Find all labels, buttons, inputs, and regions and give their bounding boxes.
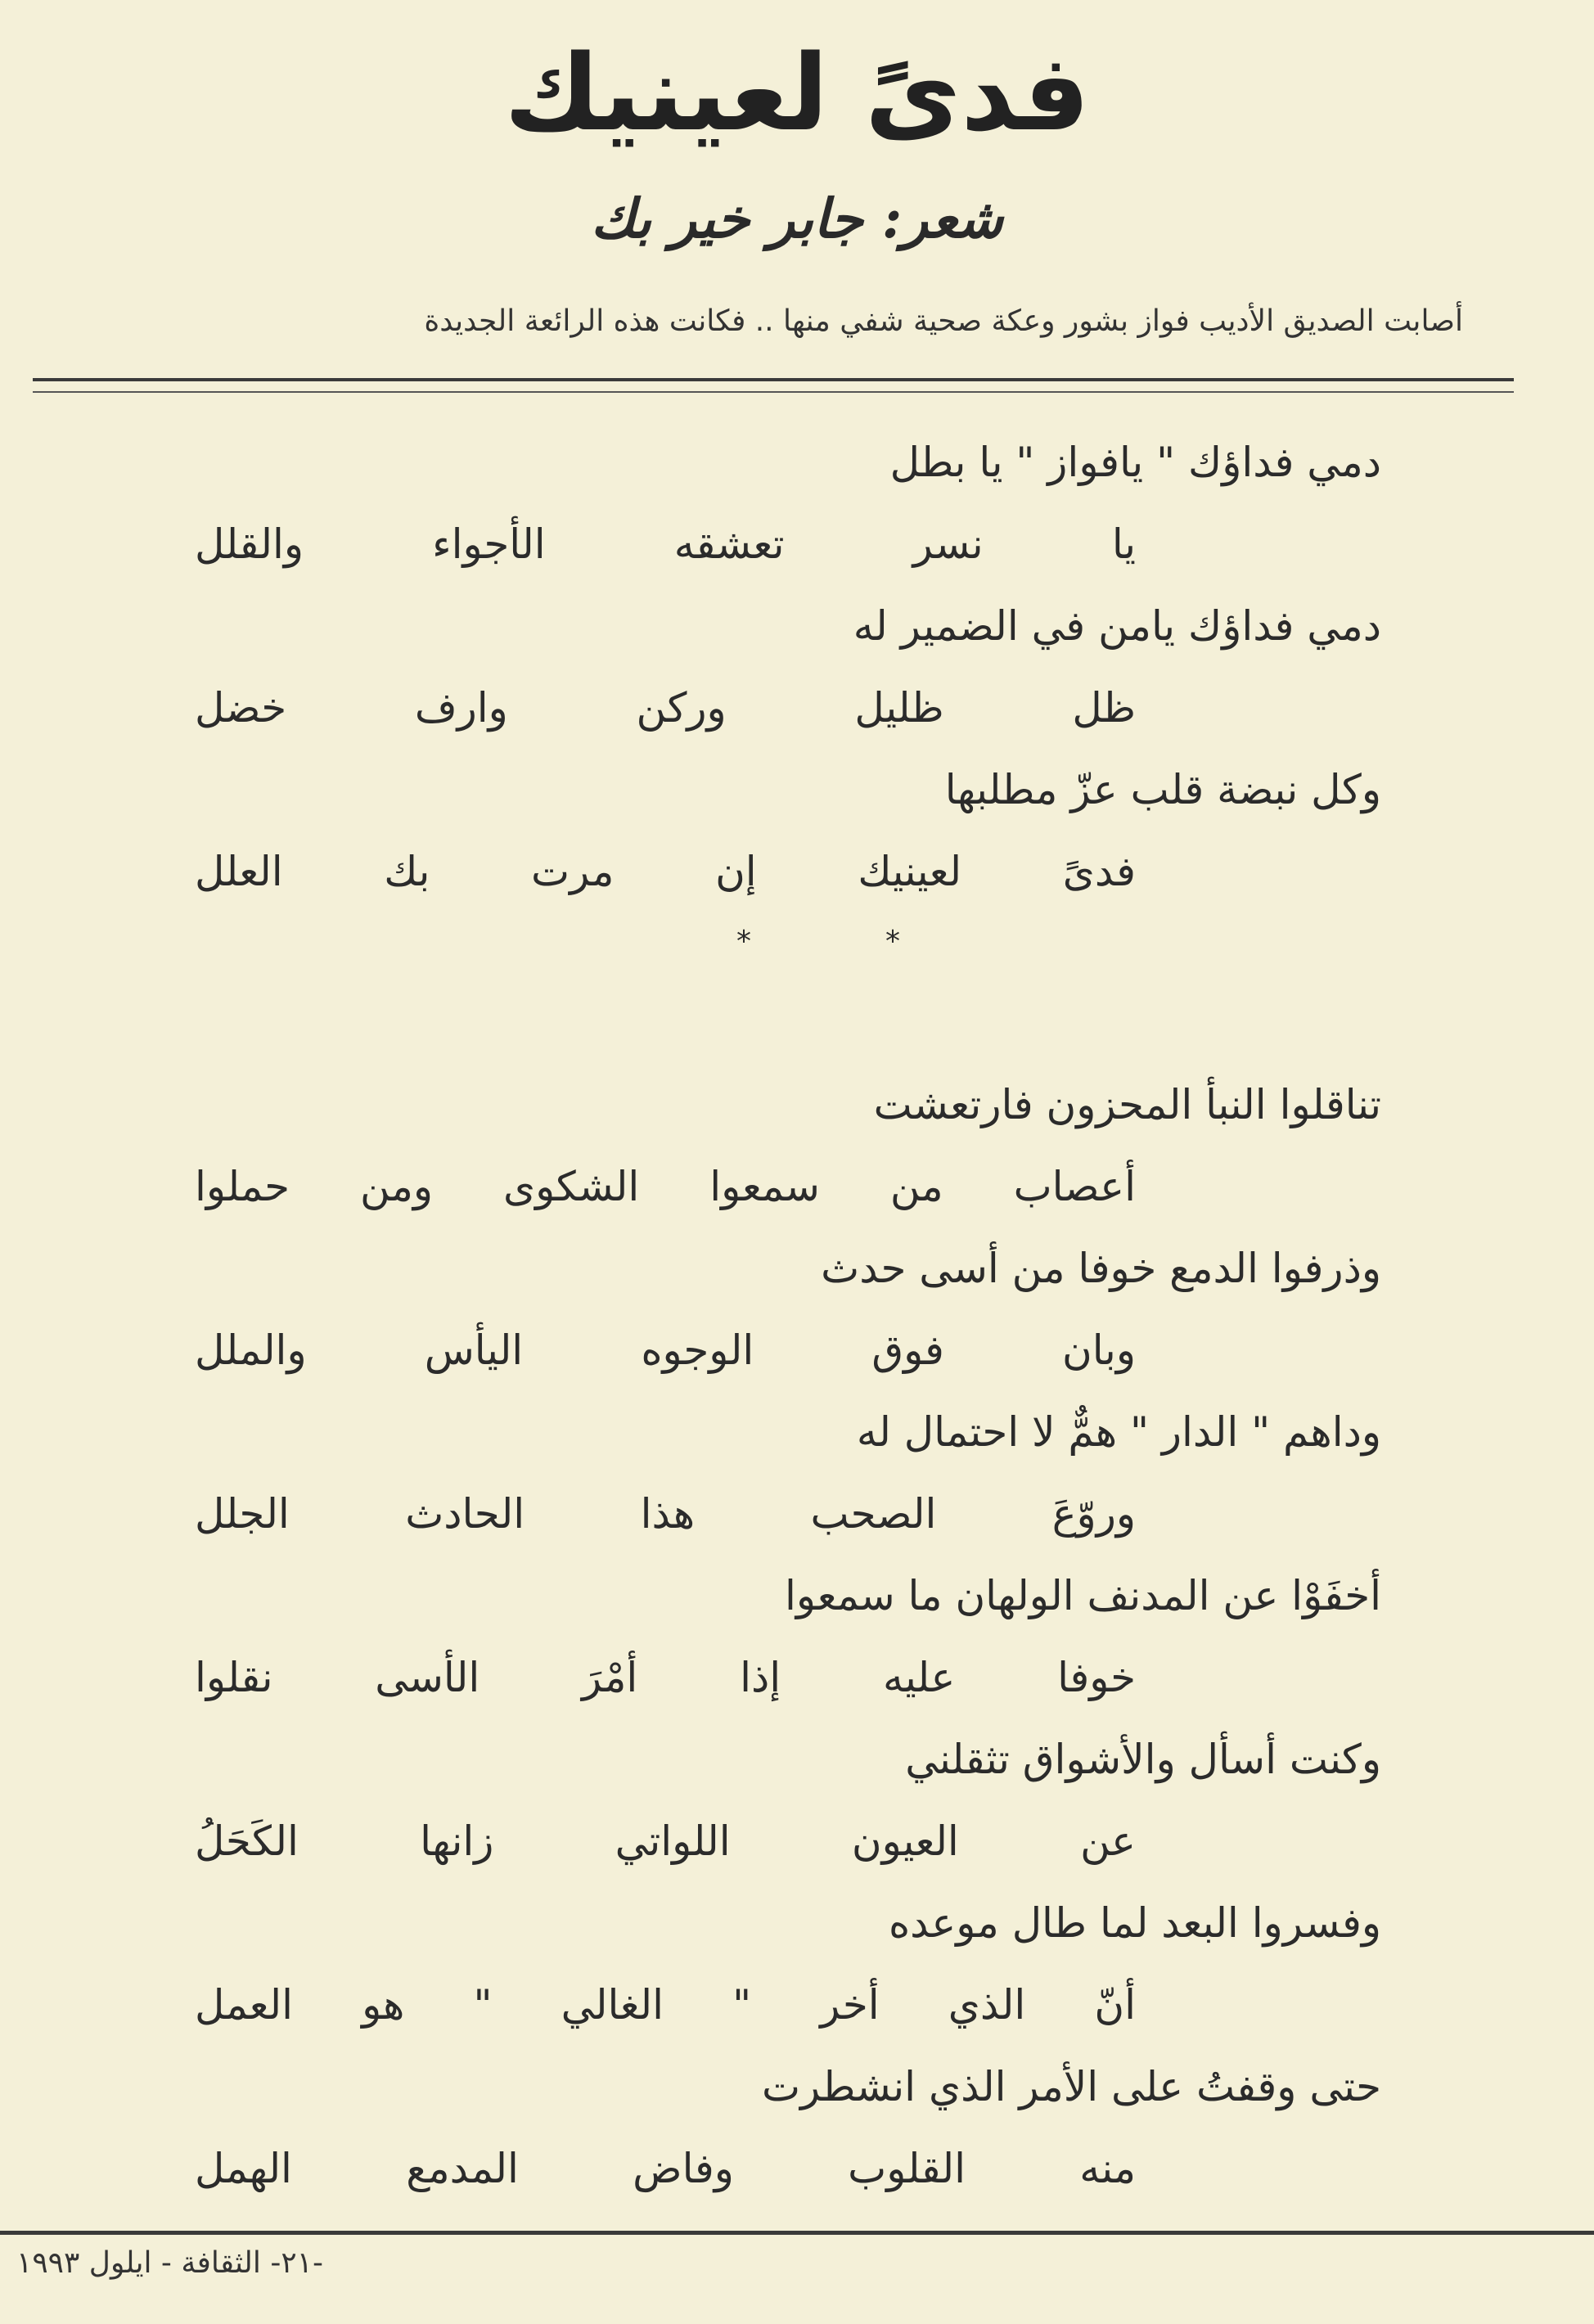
verse-line: وكنت أسأل والأشواق تثقلني: [905, 1736, 1381, 1783]
verse-line: ظل ظليل وركن وارف خضل: [195, 684, 1136, 732]
verse-line: وروّعَ الصحب هذا الحادث الجلل: [195, 1490, 1136, 1538]
verse-line: أخفَوْا عن المدنف الولهان ما سمعوا: [785, 1572, 1381, 1619]
header-divider: [33, 378, 1514, 381]
stanza-1: [195, 421, 1381, 912]
footer-divider: [0, 2231, 1594, 2235]
verse-line: وبان فوق الوجوه اليأس والملل: [195, 1326, 1136, 1374]
verse-line: وكل نبضة قلب عزّ مطلبها: [944, 766, 1381, 813]
verse-line: خوفا عليه إذا أمْرَ الأسى نقلوا: [195, 1654, 1136, 1701]
verse-line: وفسروا البعد لما طال موعده: [888, 1899, 1381, 1947]
verse-line: يا نسر تعشقه الأجواء والقلل: [195, 520, 1136, 568]
verse-line: وذرفوا الدمع خوفا من أسى حدث: [821, 1245, 1381, 1292]
separator-star: *: [736, 925, 751, 958]
verse-line: منه القلوب وفاض المدمع الهمل: [195, 2145, 1136, 2192]
intro-note: أصابت الصديق الأديب فواز بشور وعكة صحية شفي منها .. فكانت هذه الرائعة الجديدة: [424, 304, 1463, 338]
stanza-2: [195, 1064, 1381, 2209]
verse-line: دمي فداؤك " يافواز " يا بطل: [889, 439, 1381, 486]
verse-line: حتى وقفتُ على الأمر الذي انشطرت: [761, 2063, 1381, 2110]
section-separator: [736, 925, 900, 957]
verse-line: فدىً لعينيك إن مرت بك العلل: [195, 848, 1136, 895]
verse-line: عن العيون اللواتي زانها الكَحَلُ: [195, 1817, 1136, 1865]
header-divider-thin: [33, 391, 1514, 393]
page-footer: -٢١- الثقافة - ايلول ١٩٩٣: [16, 2246, 323, 2280]
verse-line: تناقلوا النبأ المحزون فارتعشت: [873, 1081, 1381, 1128]
verse-line: وداهم " الدار " همٌّ لا احتمال له: [856, 1408, 1381, 1456]
poet-byline: شعر: جابر خير بك: [591, 187, 1003, 250]
verse-line: أعصاب من سمعوا الشكوى ومن حملوا: [195, 1163, 1136, 1210]
separator-star: *: [885, 925, 900, 958]
poem-title: فدىً لعينيك: [504, 33, 1090, 155]
verse-line: أنّ الذي أخر " الغالي " هو العمل: [195, 1981, 1136, 2029]
verse-line: دمي فداؤك يامن في الضمير له: [853, 602, 1381, 650]
